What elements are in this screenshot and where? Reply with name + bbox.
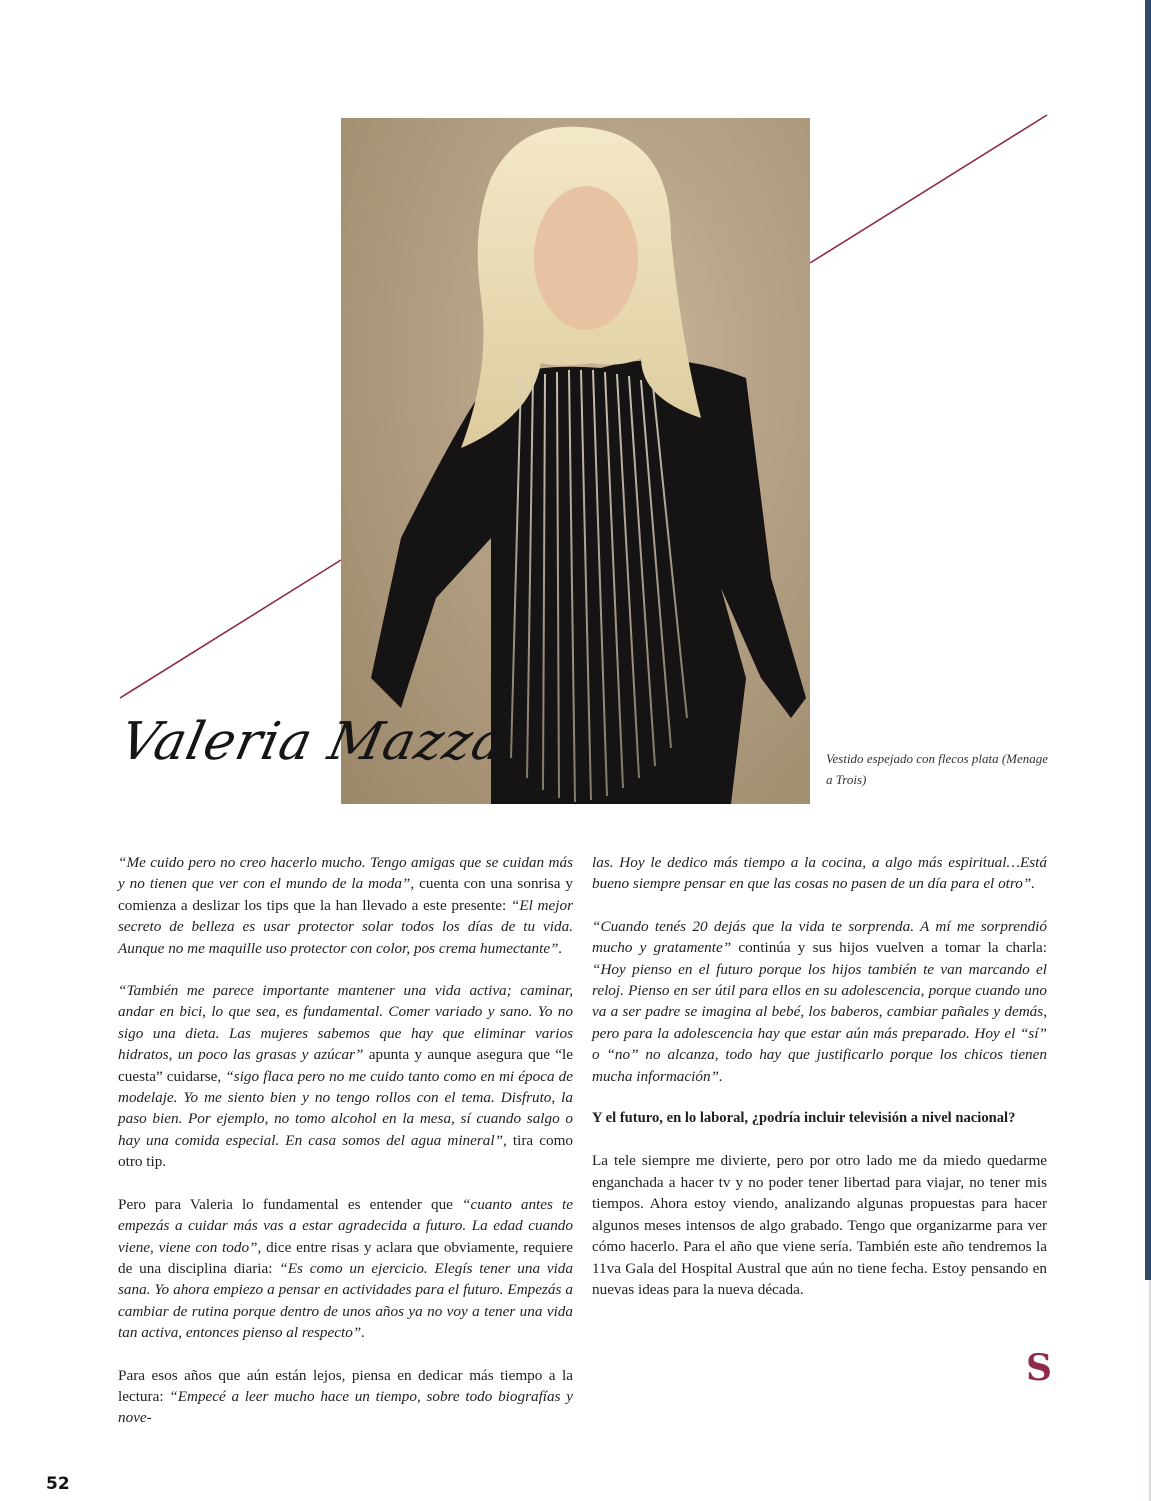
quote-text: “Me cuido pero no creo hacerlo mucho. Tengo amigas que se cuidan más y no tienen que ver con el mundo de la moda”, bbox=[118, 854, 573, 893]
paragraph bbox=[592, 852, 1047, 895]
signature-title: Valeria Mazza bbox=[114, 712, 511, 772]
diagonal-line-lower bbox=[120, 560, 341, 698]
face-shape bbox=[534, 186, 638, 330]
paragraph: La tele siempre me divierte, pero por otro lado me da miedo quedarme enganchada a hacer tv y no poder tener libertad para viajar, no tener mis tiempos. Ahora estoy viendo, analizando algunas propuestas para hacer algunos meses intensos de algo grabado. Tengo que organizarme para ver cómo hacerlo. Para el año que viene sería. También este año tendremos la 11va Gala del Hospital Austral que aún no tiene fecha. Estoy pensando en nuevas ideas para la nueva década. bbox=[592, 1152, 1047, 1298]
body-text: dice entre risas y aclara que obviamente, requiere de una disciplina diaria: bbox=[118, 1238, 573, 1277]
page-number: 52 bbox=[46, 1474, 70, 1494]
quote-text: “Hoy pienso en el futuro porque los hijos también te van marcando el reloj. Pienso en ser útil para ellos en su adolescencia, porque cuando uno va a ser padre se imagina al bebé, los baberos, cambiar pañales y demás, pero para la adolescencia hay que estar aún más preparado. Hoy el “sí” o “no” no alcanza, todo hay que justificarlo porque los chicos tienen mucha información”. bbox=[592, 960, 1047, 1085]
article-column-right bbox=[592, 852, 1047, 1321]
quote-text: las. Hoy le dedico más tiempo a la cocina, a algo más espiritual…Está bueno siempre pensar en que las cosas no pasen de un día para el otro”. bbox=[592, 854, 1047, 893]
quote-text: “También me parece importante mantener una vida activa; caminar, andar en bici, lo que sea, es fundamental. Comer variado y sano. Yo no sigo una dieta. Las mujeres sabemos que hay que eliminar varios hidratos, un poco las grasas y azúcar” bbox=[118, 982, 573, 1064]
body-text: Para esos años que aún están lejos, piensa en dedicar más tiempo a la lectura: bbox=[118, 1366, 573, 1405]
quote-text: “Es como un ejercicio. Elegís tener una vida sana. Yo ahora empiezo a pensar en actividades para el futuro. Empezás a cambiar de rutina porque dentro de unos años ya no voy a tener una vida tan activa, entonces pienso al respecto”. bbox=[118, 1259, 573, 1342]
quote-text: “Cuando tenés 20 dejás que la vida te sorprenda. A mí me sorprendió mucho y gratamente” bbox=[592, 917, 1047, 957]
paragraph bbox=[118, 1194, 573, 1344]
quote-text: “cuanto antes te empezás a cuidar más vas a estar agradecida a futuro. La edad cuando viene, viene con todo”, bbox=[118, 1195, 573, 1256]
paragraph bbox=[118, 1365, 573, 1429]
paragraph bbox=[118, 852, 573, 959]
paragraph bbox=[118, 980, 573, 1173]
body-text: continúa y sus hijos vuelven a tomar la charla: bbox=[731, 939, 1048, 957]
photo-caption: Vestido espejado con flecos plata (Menage a Trois) bbox=[826, 751, 1049, 787]
quote-text: “El mejor secreto de belleza es usar protector solar todos los días de tu vida. Aunque no me maquille uso protector con color, pos crema humectante”. bbox=[118, 896, 573, 957]
body-text: tira como otro tip. bbox=[118, 1131, 573, 1171]
paragraph bbox=[592, 916, 1047, 1087]
body-text: cuenta con una sonrisa y comienza a deslizar los tips que la han llevado a este presente: bbox=[118, 875, 573, 914]
portrait-photo bbox=[341, 118, 810, 804]
diagonal-line-upper bbox=[810, 115, 1047, 263]
article-column-left bbox=[118, 852, 573, 1450]
quote-text: “Empecé a leer mucho hace un tiempo, sobre todo biografías y nove- bbox=[118, 1387, 573, 1427]
quote-text: “sigo flaca pero no me cuido tanto como en mi época de modelaje. Yo me siento bien y no tengo rollos con el tema. Disfruto, la paso bien. Por ejemplo, no tomo alcohol en la mesa, sí cuando salgo o hay una comida especial. En casa somos del agua mineral”, bbox=[118, 1067, 573, 1149]
interview-question: Y el futuro, en lo laboral, ¿podría incluir televisión a nivel nacional? bbox=[592, 1110, 1016, 1127]
brand-s-logo: S bbox=[1026, 1347, 1052, 1389]
body-text: Pero para Valeria lo fundamental es entender que bbox=[118, 1195, 462, 1213]
body-text: apunta y aunque asegura que “le cuesta” cuidarse, bbox=[118, 1046, 573, 1085]
